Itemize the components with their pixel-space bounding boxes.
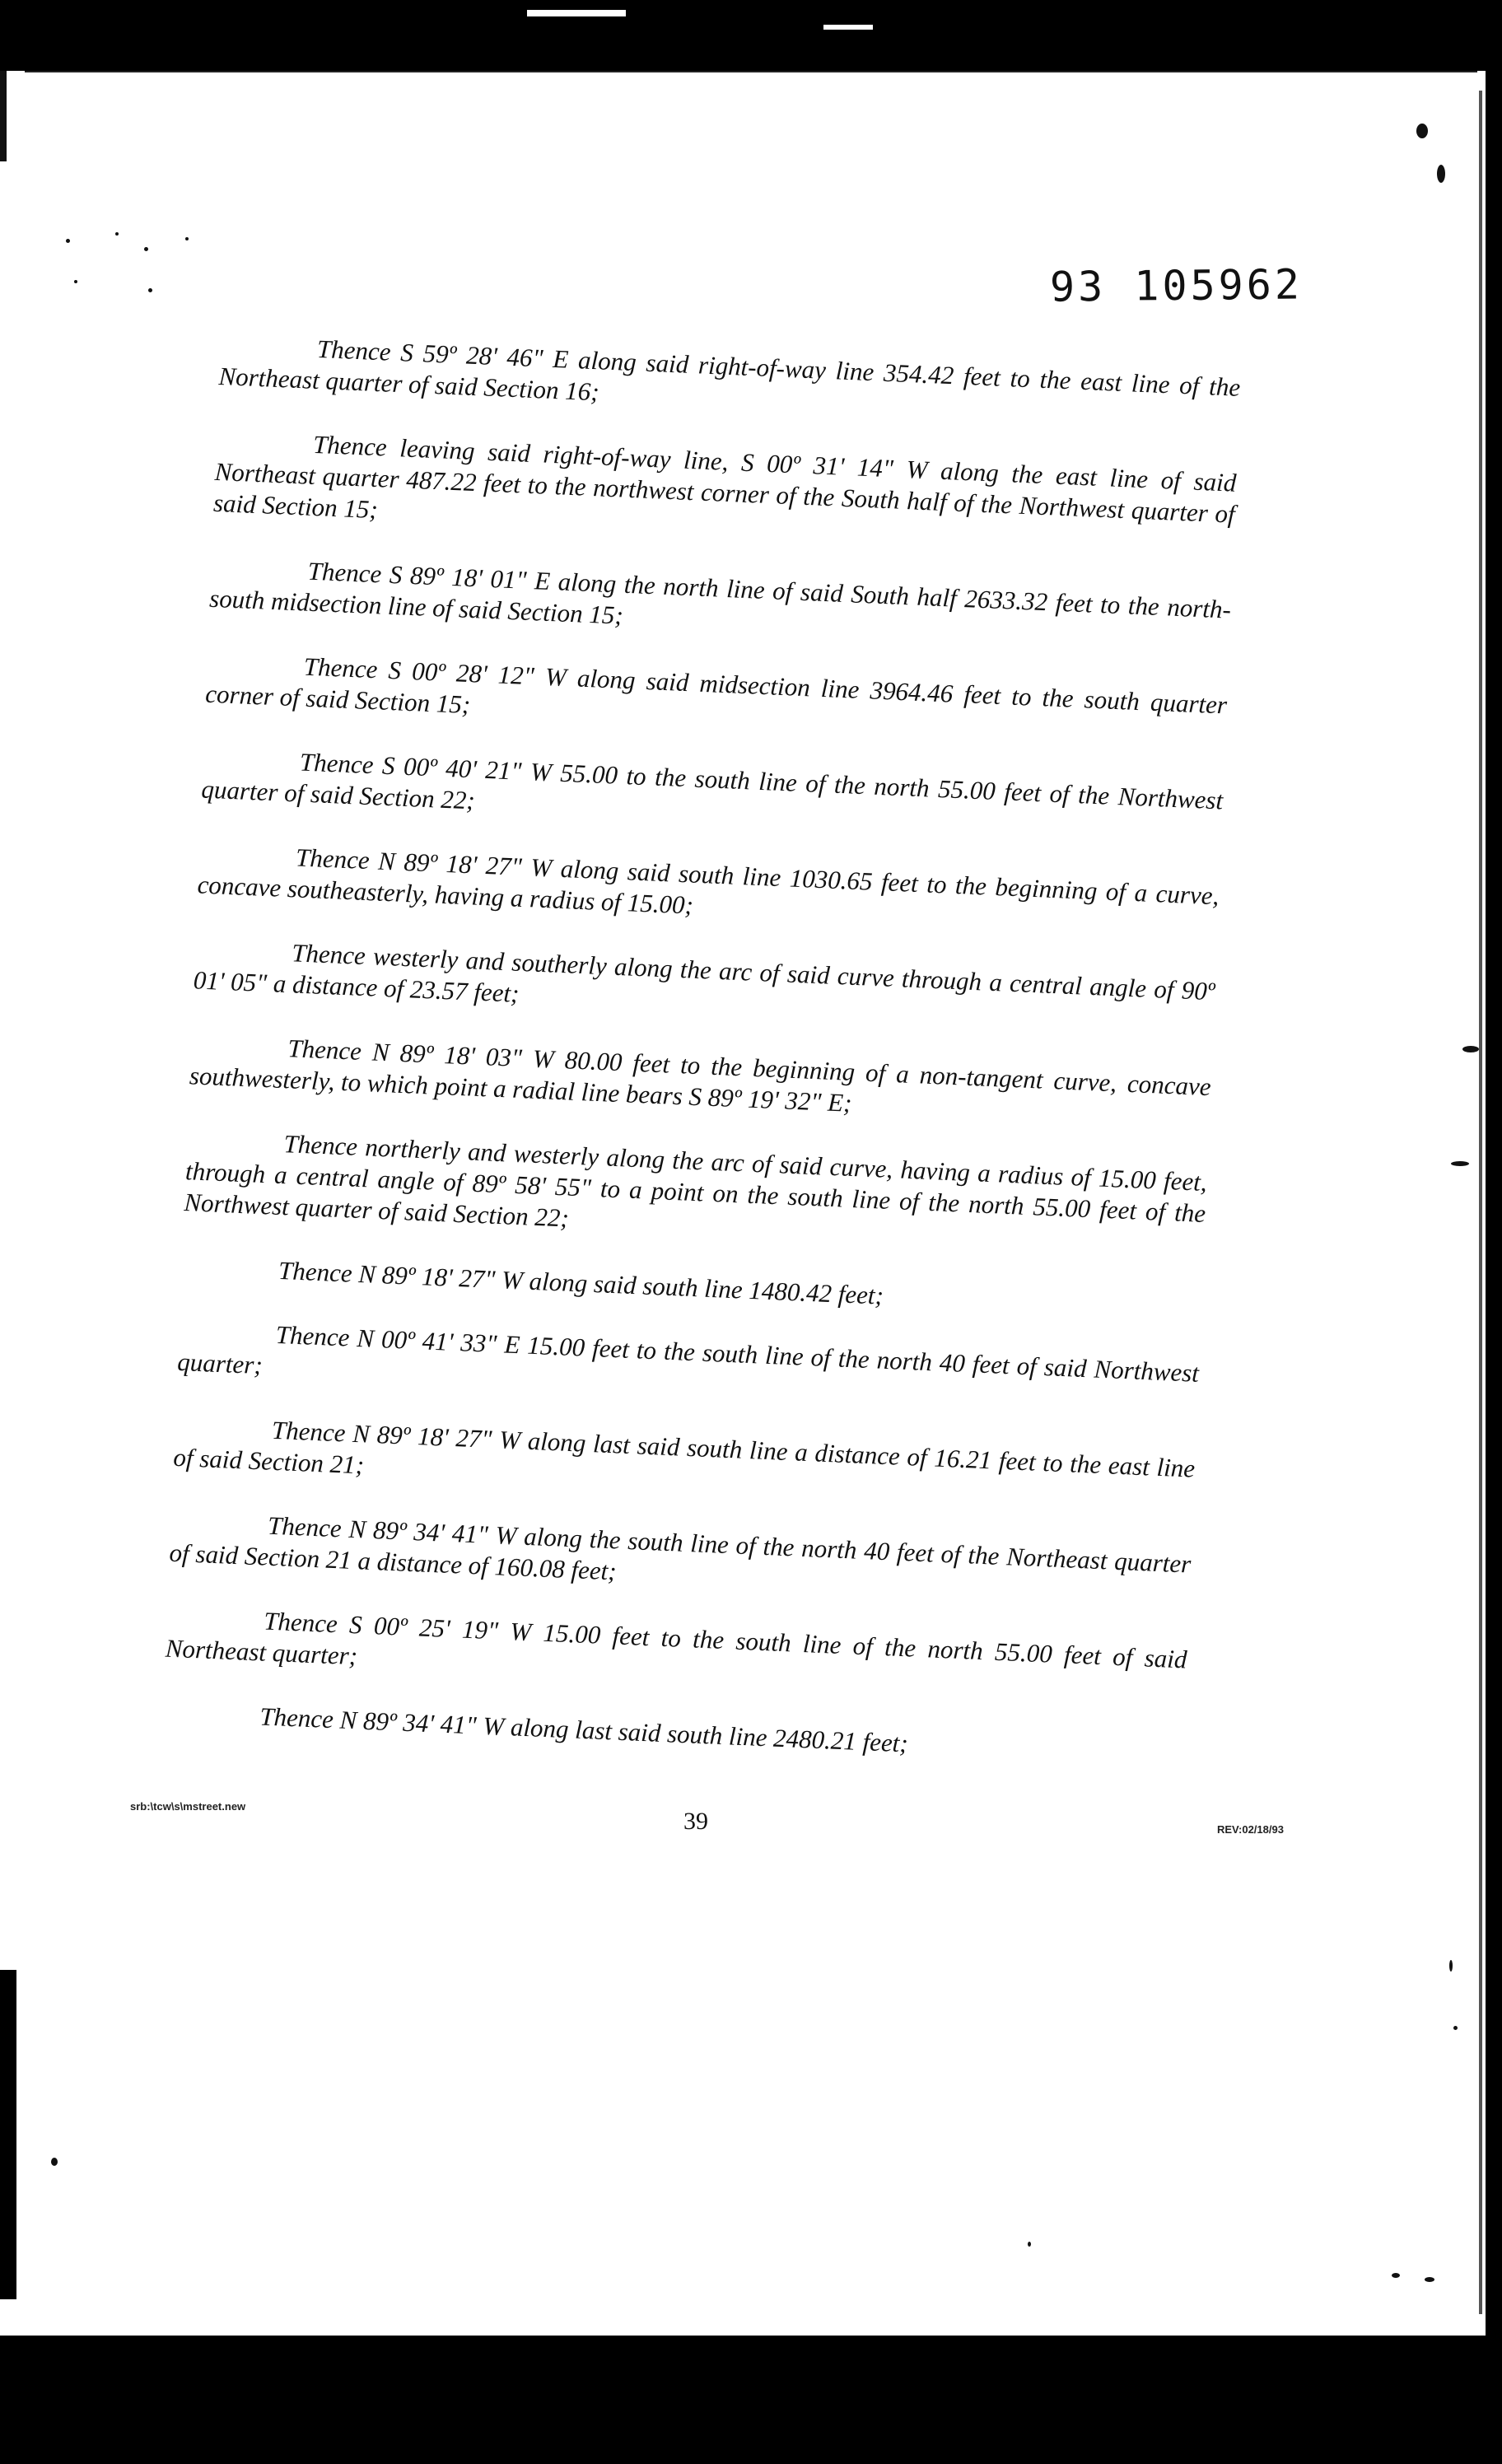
scan-speck bbox=[1425, 2277, 1434, 2282]
paragraph: Thence S 59º 28' 46" E along said right-of-way line 354.42 feet to the east line of the Northeast quarter of said Section 16; bbox=[217, 334, 1241, 407]
paragraph: Thence N 89º 18' 27" W along last said south line a distance of 16.21 feet to the east line of said Section 21; bbox=[172, 1415, 1196, 1483]
paragraph: Thence S 00º 40' 21" W 55.00 to the south line of the north 55.00 feet of the Northwest quarter of said Section 22; bbox=[200, 747, 1224, 815]
revision-date: REV:02/18/93 bbox=[1217, 1823, 1284, 1836]
scan-border-bottom bbox=[0, 2336, 1502, 2464]
scan-speck bbox=[185, 237, 189, 240]
scan-speck bbox=[148, 288, 152, 292]
paragraph: Thence N 89º 18' 27" W along said south line 1480.42 feet; bbox=[278, 1255, 884, 1310]
scan-border-right-line bbox=[1479, 91, 1482, 2314]
paragraph: Thence S 89º 18' 01" E along the north line of said South half 2633.32 feet to the north-south midsection line of said Section 15; bbox=[208, 556, 1232, 630]
page-number: 39 bbox=[683, 1808, 708, 1835]
paragraph: Thence N 89º 18' 03" W 80.00 feet to the beginning of a non-tangent curve, concave southwesterly, to which point a radial line bears S 89º 19' 32" E; bbox=[189, 1034, 1212, 1118]
scan-border-top bbox=[0, 0, 1502, 71]
paragraph: Thence leaving said right-of-way line, S 00º 31' 14" W along the east line of said Northeast quarter 487.22 feet to the northwest corner of the South half of the Northwest quarter of said Section 15; bbox=[212, 429, 1238, 529]
scan-speck bbox=[51, 2158, 58, 2166]
paragraph: Thence N 89º 18' 27" W along said south line 1030.65 feet to the beginning of a curve, concave southeasterly, having a radius of 15.00; bbox=[197, 842, 1220, 920]
legal-description bbox=[161, 329, 1241, 1804]
paragraph: Thence westerly and southerly along the arc of said curve through a central angle of 90º 01' 05" a distance of 23.57 feet; bbox=[193, 938, 1216, 1008]
scan-artifact bbox=[527, 10, 626, 16]
scan-border-left-lower bbox=[0, 1970, 16, 2299]
scan-speck bbox=[115, 232, 119, 236]
paragraph: Thence S 00º 25' 19" W 15.00 feet to the south line of the north 55.00 feet of said Northeast quarter; bbox=[165, 1606, 1188, 1674]
scan-speck bbox=[144, 247, 148, 251]
scan-speck bbox=[1449, 1960, 1453, 1972]
paragraph: Thence N 89º 34' 41" W along the south line of the north 40 feet of the Northeast quarter of said Section 21 a distance of 160.08 feet; bbox=[169, 1510, 1192, 1586]
paragraph: Thence northerly and westerly along the arc of said curve, having a radius of 15.00 feet, through a central angle of 89º 58' 55" to a point on the south line of the north 55.00 feet of the Northwest quarter of said Section 22; bbox=[183, 1129, 1208, 1233]
scan-artifact bbox=[823, 25, 873, 30]
scan-speck bbox=[1451, 1161, 1469, 1166]
paragraph: Thence N 89º 34' 41" W along last said south line 2480.21 feet; bbox=[259, 1701, 909, 1758]
paragraph: Thence S 00º 28' 12" W along said midsection line 3964.46 feet to the south quarter corner of said Section 15; bbox=[204, 651, 1228, 720]
scan-border-left bbox=[0, 71, 7, 161]
footer-file-path: srb:\tcw\s\mstreet.new bbox=[130, 1800, 246, 1813]
scan-speck bbox=[1462, 1046, 1479, 1052]
scan-speck bbox=[66, 239, 70, 243]
scan-border-right bbox=[1486, 71, 1502, 2336]
paragraph: Thence N 00º 41' 33" E 15.00 feet to the south line of the north 40 feet of said Northwest quarter; bbox=[176, 1319, 1200, 1388]
scan-speck bbox=[1028, 2242, 1031, 2247]
scan-speck bbox=[1416, 124, 1428, 138]
document-number: 93 105962 bbox=[1049, 260, 1304, 311]
scan-speck bbox=[1392, 2273, 1400, 2278]
scan-speck bbox=[1453, 2026, 1458, 2030]
scan-speck bbox=[74, 280, 77, 283]
scan-speck bbox=[1437, 165, 1445, 183]
scan-border-line bbox=[25, 71, 1477, 72]
